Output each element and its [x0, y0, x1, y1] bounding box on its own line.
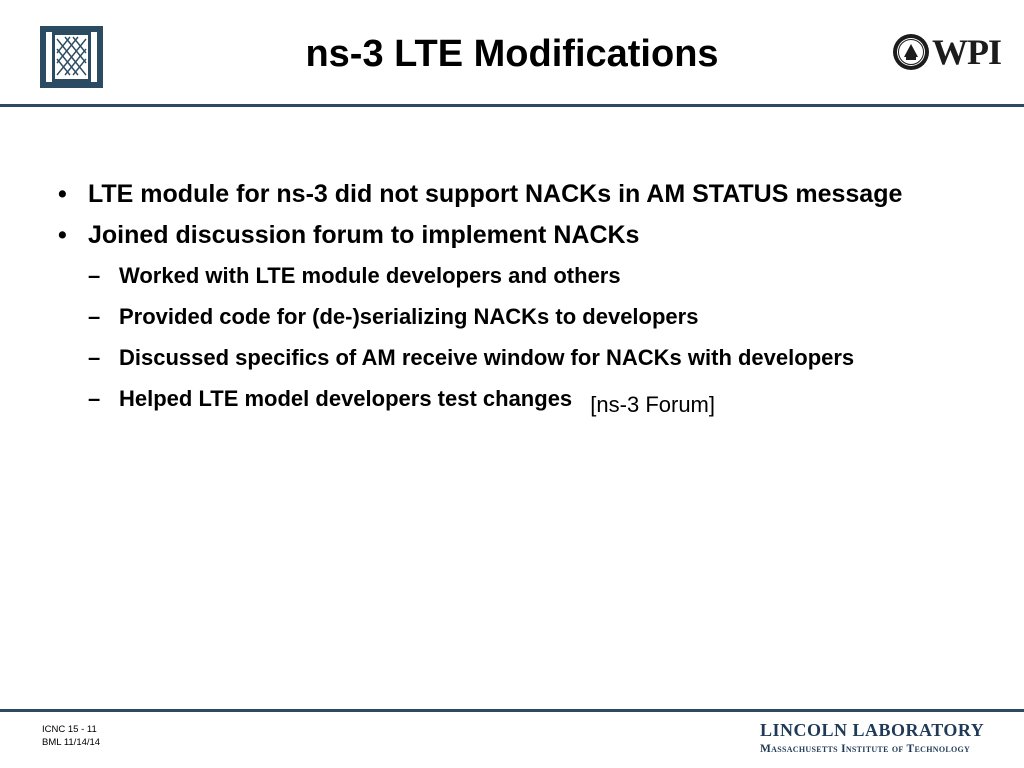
footer-divider [0, 709, 1024, 712]
dash-marker: – [88, 304, 101, 329]
bullet-marker: • [58, 221, 67, 249]
bullet-item [58, 180, 918, 209]
org-subtitle: Massachusetts Institute of Technology [760, 743, 971, 755]
footer-date: BML 11/14/14 [42, 737, 101, 748]
slide-title: ns-3 LTE Modifications [305, 33, 719, 75]
footer-slide-number: ICNC 15 - 11 [42, 724, 97, 735]
subbullet-text: Provided code for (de-)serializing NACKs to developers [119, 304, 699, 329]
subbullet-text: Discussed specifics of AM receive window for NACKs with developers [119, 345, 855, 370]
org-name: LINCOLN LABORATORY [760, 720, 985, 740]
subbullet-item [88, 262, 918, 290]
bullet-text: LTE module for ns-3 did not support NACKs in AM STATUS message [88, 180, 903, 208]
wpi-seal-icon [892, 33, 930, 71]
dash-marker: – [88, 345, 101, 370]
dash-marker: – [88, 386, 101, 411]
subbullet-text: Worked with LTE module developers and others [119, 263, 621, 288]
footer-slide-info [42, 723, 100, 749]
wpi-logo [892, 33, 1010, 73]
header-divider [0, 104, 1024, 107]
subbullet-item [88, 385, 918, 417]
bullet-item [58, 221, 918, 250]
subbullet-item [88, 344, 918, 372]
subbullet-text: Helped LTE model developers test changes [119, 386, 573, 411]
bullet-marker: • [58, 180, 67, 208]
subbullet-item [88, 303, 918, 331]
wpi-logo-text: WPI [932, 32, 1001, 72]
slide-body [58, 180, 918, 426]
citation: [ns-3 Forum] [590, 392, 715, 417]
dash-marker: – [88, 263, 101, 288]
bullet-text: Joined discussion forum to implement NACKs [88, 221, 640, 249]
lincoln-lab-wordmark [760, 719, 992, 757]
